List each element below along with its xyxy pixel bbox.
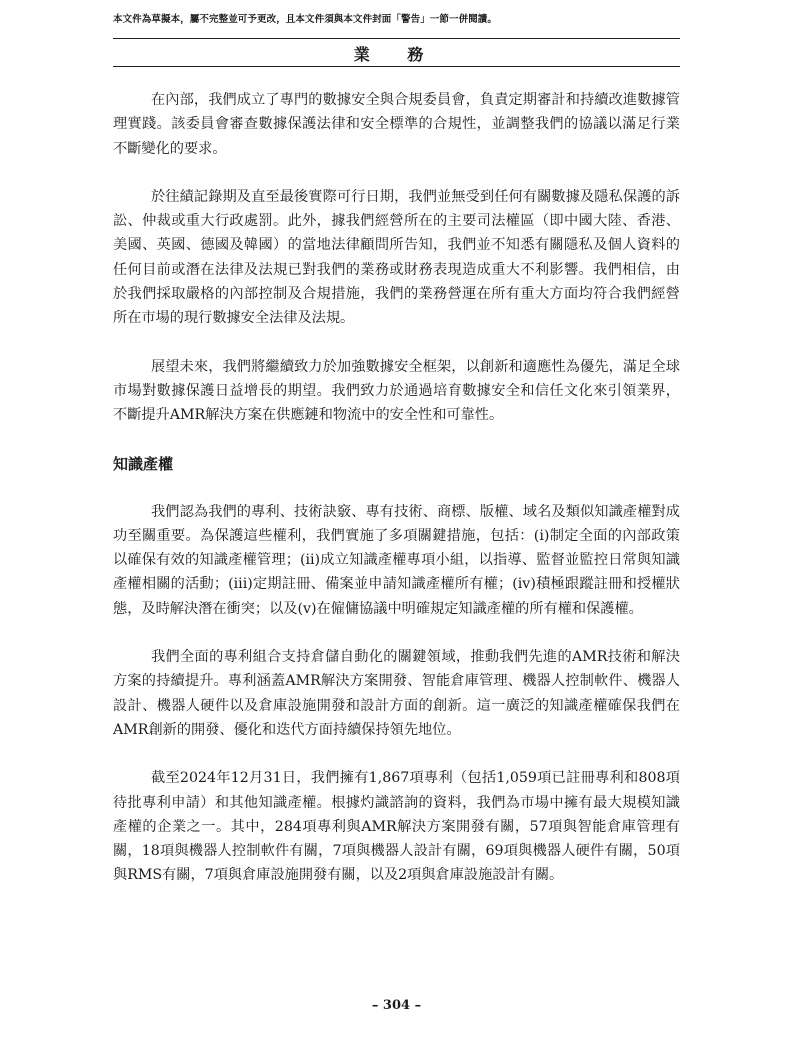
paragraph-privacy-litigation: 於往績記錄期及直至最後實際可行日期，我們並無受到任何有關數據及隱私保護的訴訟、仲裁或重大行政處罰。此外，據我們經營所在的主要司法權區（即中國大陸、香港、美國、英國、德國及韓國）的當地法律顧問所告知，我們並不知悉有關隱私及個人資料的任何目前或潛在法律及法規已對我們的業務或財務表現造成重大不利影響。我們相信，由於我們採取嚴格的內部控制及合規措施，我們的業務營運在所有重大方面均符合我們經營所在市場的現行數據安全法律及法規。 [113, 188, 680, 327]
heading-intellectual-property: 知識產權 [113, 454, 174, 473]
paragraph-future-outlook: 展望未來，我們將繼續致力於加強數據安全框架，以創新和適應性為優先，滿足全球市場對數據保護日益增長的期望。我們致力於通過培育數據安全和信任文化來引領業界，不斷提升AMR解決方案在供應鏈和物流中的安全性和可靠性。 [113, 358, 680, 424]
paragraph-ip-measures: 我們認為我們的專利、技術訣竅、專有技術、商標、版權、域名及類似知識產權對成功至關重要。為保護這些權利，我們實施了多項關鍵措施，包括：(i)制定全面的內部政策以確保有效的知識產權管理；(ii)成立知識產權專項小組，以指導、監督並監控日常與知識產權相關的活動；(iii)定期註冊、備案並申請知識產權所有權；(iv)積極跟蹤註冊和授權狀態，及時解決潛在衝突；以及(v)在僱傭協議中明確規定知識產權的所有權和保護權。 [113, 503, 680, 617]
header-rule-top [113, 38, 680, 39]
paragraph-patent-portfolio: 我們全面的專利組合支持倉儲自動化的關鍵領域，推動我們先進的AMR技術和解決方案的持續提升。專利涵蓋AMR解決方案開發、智能倉庫管理、機器人控制軟件、機器人設計、機器人硬件以及倉庫設施開發和設計方面的創新。這一廣泛的知識產權確保我們在AMR創新的開發、優化和迭代方面持續保持領先地位。 [113, 649, 680, 738]
page-number: – 304 – [371, 998, 422, 1013]
section-title: 業 務 [353, 45, 440, 64]
draft-notice: 本文件為草擬本，屬不完整並可予更改，且本文件須與本文件封面「警告」一節一併閱讀。 [113, 14, 498, 25]
document-body [113, 88, 680, 912]
paragraph-data-compliance-committee: 在內部，我們成立了專門的數據安全與合規委員會，負責定期審計和持續改進數據管理實踐。該委員會審查數據保護法律和安全標準的合規性，並調整我們的協議以滿足行業不斷變化的要求。 [113, 92, 680, 157]
paragraph-patent-counts: 截至2024年12月31日，我們擁有1,867項專利（包括1,059項已註冊專利和808項待批專利申請）和其他知識產權。根據灼識諮詢的資料，我們為市場中擁有最大規模知識產權的企業之一。其中，284項專利與AMR解決方案開發有關，57項與智能倉庫管理有關，18項與機器人控制軟件有關，7項與機器人設計有關，69項與機器人硬件有關，50項與RMS有關，7項與倉庫設施開發有關，以及2項與倉庫設施設計有關。 [113, 770, 680, 884]
header-rule-bottom [113, 66, 680, 67]
